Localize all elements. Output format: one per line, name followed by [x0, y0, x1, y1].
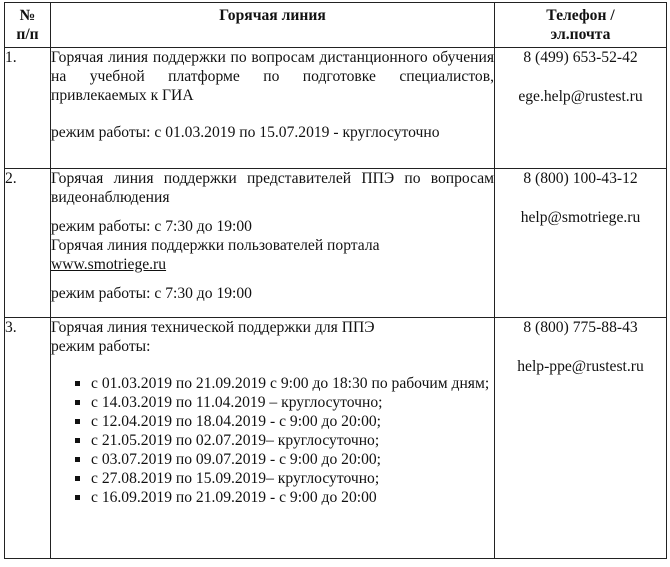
email-address: help-ppe@rustest.ru	[517, 358, 644, 375]
list-item: с 14.03.2019 по 11.04.2019 – круглосуточно;	[73, 393, 494, 412]
hotline-description: Горячая линия поддержки пользователей портала	[51, 237, 380, 254]
list-item: с 27.08.2019 по 15.09.2019– круглосуточно;	[73, 469, 494, 488]
phone-number: 8 (499) 653-52-42	[523, 49, 638, 66]
schedule-list	[51, 374, 494, 507]
header-number-line2: п/п	[16, 26, 39, 43]
row-number: 3.	[5, 318, 51, 559]
hotline-description: Горячая линия поддержки представителей ППЭ по вопросам видеонаблюдения	[51, 170, 494, 206]
table-header-row	[5, 3, 667, 48]
bullet-icon	[75, 400, 80, 405]
phone-number: 8 (800) 775-88-43	[523, 319, 638, 336]
bullet-icon	[75, 419, 80, 424]
table-row	[5, 169, 667, 318]
phone-number: 8 (800) 100-43-12	[523, 170, 638, 187]
working-hours: режим работы: с 7:30 до 19:00	[51, 285, 252, 302]
row-description	[51, 169, 495, 318]
header-contact-line2: эл.почта	[550, 26, 611, 43]
table-row	[5, 318, 667, 559]
list-item: с 01.03.2019 по 21.09.2019 с 9:00 до 18:30 по рабочим дням;	[73, 374, 494, 393]
header-hotline-label: Горячая линия	[219, 7, 326, 24]
working-hours: режим работы: с 01.03.2019 по 15.07.2019 - круглосуточно	[51, 124, 440, 141]
row-contact	[495, 169, 667, 318]
bullet-icon	[75, 457, 80, 462]
header-number-line1: №	[19, 7, 36, 24]
row-contact	[495, 48, 667, 169]
email-address: ege.help@rustest.ru	[518, 88, 643, 105]
portal-link[interactable]: www.smotriege.ru	[51, 256, 167, 273]
hotline-description: Горячая линия поддержки по вопросам дистанционного обучения на учебной платформе по подготовке специалистов, привлекаемых к ГИА	[51, 49, 494, 104]
hotline-table	[4, 2, 667, 559]
hotline-description: Горячая линия технической поддержки для ППЭ	[51, 319, 375, 336]
list-item: с 03.07.2019 по 09.07.2019 - с 9:00 до 20:00;	[73, 450, 494, 469]
bullet-icon	[75, 495, 80, 500]
email-address: help@smotriege.ru	[520, 209, 641, 226]
row-number: 1.	[5, 48, 51, 169]
list-item: с 21.05.2019 по 02.07.2019– круглосуточно;	[73, 431, 494, 450]
list-item: с 12.04.2019 по 18.04.2019 - с 9:00 до 20:00;	[73, 412, 494, 431]
header-number	[5, 3, 51, 48]
header-contact-line1: Телефон /	[546, 7, 615, 24]
bullet-icon	[75, 476, 80, 481]
header-hotline	[51, 3, 495, 48]
bullet-icon	[75, 438, 80, 443]
row-description	[51, 318, 495, 559]
working-hours-label: режим работы:	[51, 338, 151, 355]
header-contact	[495, 3, 667, 48]
row-contact	[495, 318, 667, 559]
list-item: с 16.09.2019 по 21.09.2019 - с 9:00 до 20:00	[73, 488, 494, 507]
row-number: 2.	[5, 169, 51, 318]
working-hours: режим работы: с 7:30 до 19:00	[51, 218, 252, 235]
row-description	[51, 48, 495, 169]
table-row	[5, 48, 667, 169]
bullet-icon	[75, 381, 80, 386]
